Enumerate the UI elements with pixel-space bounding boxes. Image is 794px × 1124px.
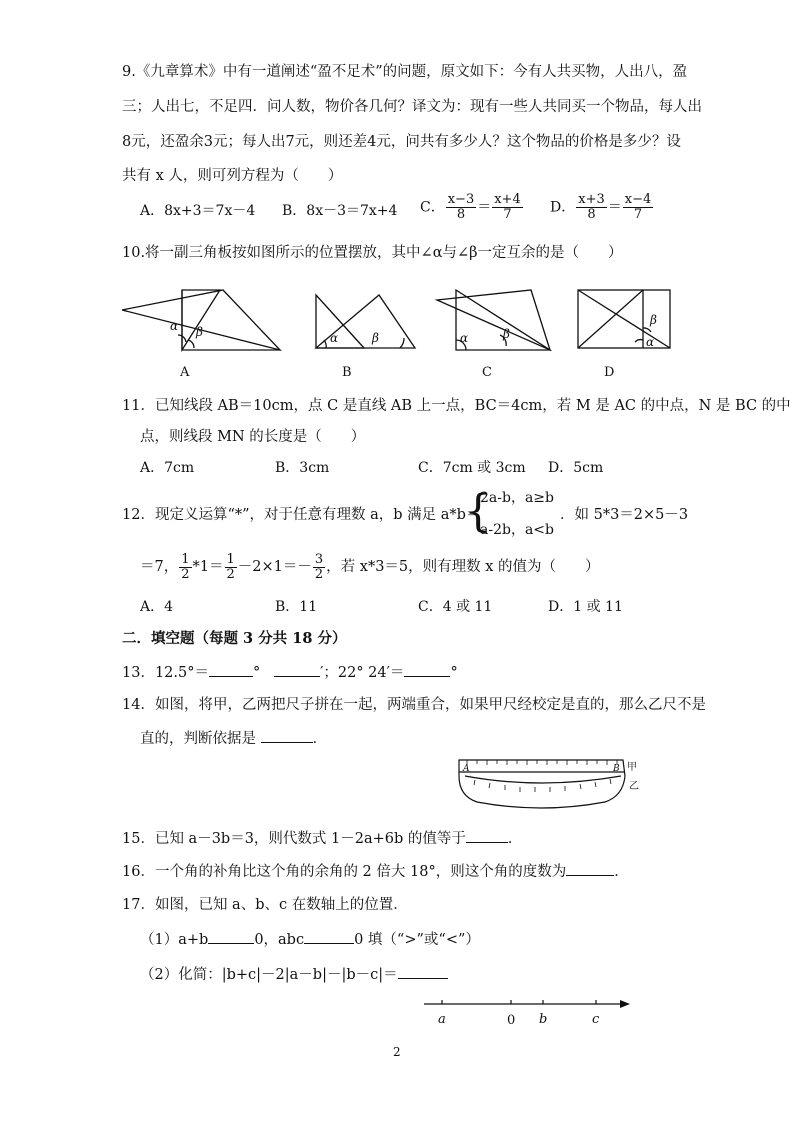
q12-line-2 (140, 550, 600, 584)
fraction (576, 193, 607, 222)
text: ° (253, 665, 261, 681)
q11-line-2: 点，则线段 MN 的长度是（ ） (140, 429, 366, 445)
q12-case-1: 2a-b，a≥b (480, 490, 554, 506)
q12-option-c: C．4 或 11 (418, 599, 493, 615)
text: ． (614, 864, 629, 880)
q9-option-b: B．8x－3＝7x+4 (282, 203, 398, 219)
q12-option-a: A．4 (140, 599, 174, 615)
diagram-a (122, 290, 280, 350)
section-heading-fill-in: 二．填空题（每题 3 分共 18 分） (122, 630, 347, 647)
beta-label-b: β (372, 331, 379, 345)
alpha-label-d: α (646, 335, 655, 349)
numerator: x−4 (624, 192, 652, 207)
fraction (623, 193, 654, 222)
q17-line-1: 17．如图，已知 a、b、c 在数轴上的位置． (122, 897, 408, 913)
numerator: 3 (314, 551, 324, 567)
denominator: 8 (587, 207, 596, 222)
q9-option-d-label: D． (550, 199, 576, 216)
answer-blank[interactable] (209, 662, 253, 677)
q14-line-2 (140, 728, 327, 749)
answer-blank[interactable] (304, 929, 354, 944)
text: 16．一个角的补角比这个角的余角的 2 倍大 18°，则这个角的度数为 (122, 864, 567, 880)
text: 15．已知 a－3b＝3，则代数式 1－2a+6b 的值等于 (122, 831, 466, 847)
ruler-diagram (455, 756, 655, 816)
q9-option-c-label: C． (420, 199, 445, 216)
beta-label-a: β (196, 325, 203, 339)
text: ． (507, 831, 523, 847)
text: ． (312, 731, 328, 747)
axis-label-zero: 0 (507, 1013, 516, 1028)
text: 0 填（“>”或“<”） (354, 932, 480, 948)
alpha-label-b: α (330, 331, 339, 345)
numerator: x+3 (578, 192, 605, 207)
beta-label-c: β (503, 327, 510, 341)
q11-option-d: D．5cm (548, 460, 604, 476)
diagram-label-b: B (342, 365, 352, 380)
axis-label-a: a (438, 1012, 446, 1027)
q10-triangle-diagrams (110, 280, 690, 390)
diagram-label-d: D (604, 365, 615, 380)
fraction (313, 553, 325, 582)
q9-option-a: A．8x+3＝7x－4 (140, 203, 256, 219)
q9-option-d (550, 193, 654, 222)
fraction (225, 553, 237, 582)
fraction (492, 193, 523, 222)
q14-line-1: 14．如图，将甲，乙两把尺子拼在一起，两端重合，如果甲尺经校定是直的，那么乙尺不是 (122, 697, 706, 713)
q11-line-1: 11．已知线段 AB＝10cm，点 C 是直线 AB 上一点，BC＝4cm，若 M 是 AC 的中点，N 是 BC 的中 (122, 398, 791, 414)
q9-line-1: 9.《九章算术》中有一道阐述“盈不足术”的问题，原文如下：今有人共买物，人出八，盈 (122, 64, 688, 80)
numerator: 1 (181, 551, 190, 567)
text: *1＝ (192, 559, 224, 575)
text: （2）化简：|b+c|－2|a－b|－|b－c|＝ (140, 967, 398, 983)
q12-case-2: a-2b，a<b (480, 522, 554, 538)
denominator: 2 (181, 566, 190, 582)
q17-part-1 (140, 929, 480, 950)
q17-part-2 (140, 964, 448, 985)
text: ，若 x*3＝5，则有理数 x 的值为（ ） (326, 559, 600, 575)
diagram-label-c: C (482, 365, 492, 380)
denominator: 8 (456, 207, 466, 222)
text: ° (450, 665, 458, 681)
denominator: 2 (226, 566, 235, 582)
answer-blank[interactable] (208, 929, 254, 944)
numerator: x+4 (494, 192, 521, 207)
text: 0，abc (254, 932, 305, 948)
q12-line-1-pre: 12．现定义运算“*”，对于任意有理数 a，b 满足 a*b＝ (122, 507, 481, 523)
q9-line-2: 三；人出七，不足四．问人数，物价各几何？译文为：现有一些人共同买一个物品，每人出 (122, 99, 702, 115)
fraction (179, 553, 191, 582)
answer-blank[interactable] (261, 728, 313, 743)
denominator: 7 (503, 207, 512, 222)
q12-option-d: D．1 或 11 (548, 599, 623, 615)
cases-brace: { (464, 486, 492, 537)
answer-blank[interactable] (566, 861, 614, 876)
text: －2×1＝－ (237, 559, 312, 575)
alpha-label-c: α (460, 331, 469, 345)
q13-line (122, 662, 458, 683)
q10-text: 10.将一副三角板按如图所示的位置摆放，其中∠α与∠β一定互余的是（ ） (122, 245, 623, 261)
q15-line (122, 828, 522, 849)
denominator: 7 (633, 207, 643, 222)
numerator: x−3 (447, 192, 475, 207)
diagram-label-a: A (180, 365, 190, 380)
number-line (418, 992, 638, 1032)
denominator: 2 (314, 566, 324, 582)
q9-option-c (420, 193, 524, 222)
q11-option-b: B．3cm (275, 460, 330, 476)
q12-option-b: B．11 (275, 599, 318, 615)
diagram-c (437, 290, 550, 350)
q11-option-c: C．7cm 或 3cm (418, 460, 526, 476)
text: ＝7， (140, 559, 179, 575)
text: 直的，判断依据是 (140, 731, 256, 747)
q11-option-a: A．7cm (140, 460, 195, 476)
text: （1）a+b (140, 932, 209, 948)
fraction (446, 193, 477, 222)
answer-blank[interactable] (466, 828, 508, 843)
text: ′；22° 24′＝ (320, 665, 405, 681)
beta-label-d: β (650, 313, 657, 327)
text: 13．12.5°＝ (122, 665, 209, 681)
ruler-point-b: B (613, 764, 620, 774)
q12-line-1-post: ．如 5*3＝2×5－3 (560, 507, 689, 523)
equals: ＝ (607, 199, 622, 216)
answer-blank[interactable] (274, 662, 320, 677)
q16-line (122, 861, 629, 882)
q9-line-4: 共有 x 人，则可列方程为（ ） (122, 168, 343, 184)
answer-blank[interactable] (398, 964, 448, 979)
numerator: 1 (226, 551, 235, 567)
ruler-label-yi: 乙 (629, 781, 639, 792)
equals: ＝ (477, 199, 492, 216)
axis-label-b: b (539, 1012, 548, 1027)
ruler-point-a: A (463, 764, 470, 774)
page-number: 2 (393, 1045, 401, 1059)
axis-label-c: c (592, 1012, 600, 1027)
alpha-label-a: α (170, 319, 179, 333)
q9-line-3: 8元，还盈余3元；每人出7元，则还差4元，问共有多少人？这个物品的价格是多少？设 (122, 134, 681, 150)
ruler-label-jia: 甲 (627, 762, 637, 773)
answer-blank[interactable] (404, 662, 450, 677)
